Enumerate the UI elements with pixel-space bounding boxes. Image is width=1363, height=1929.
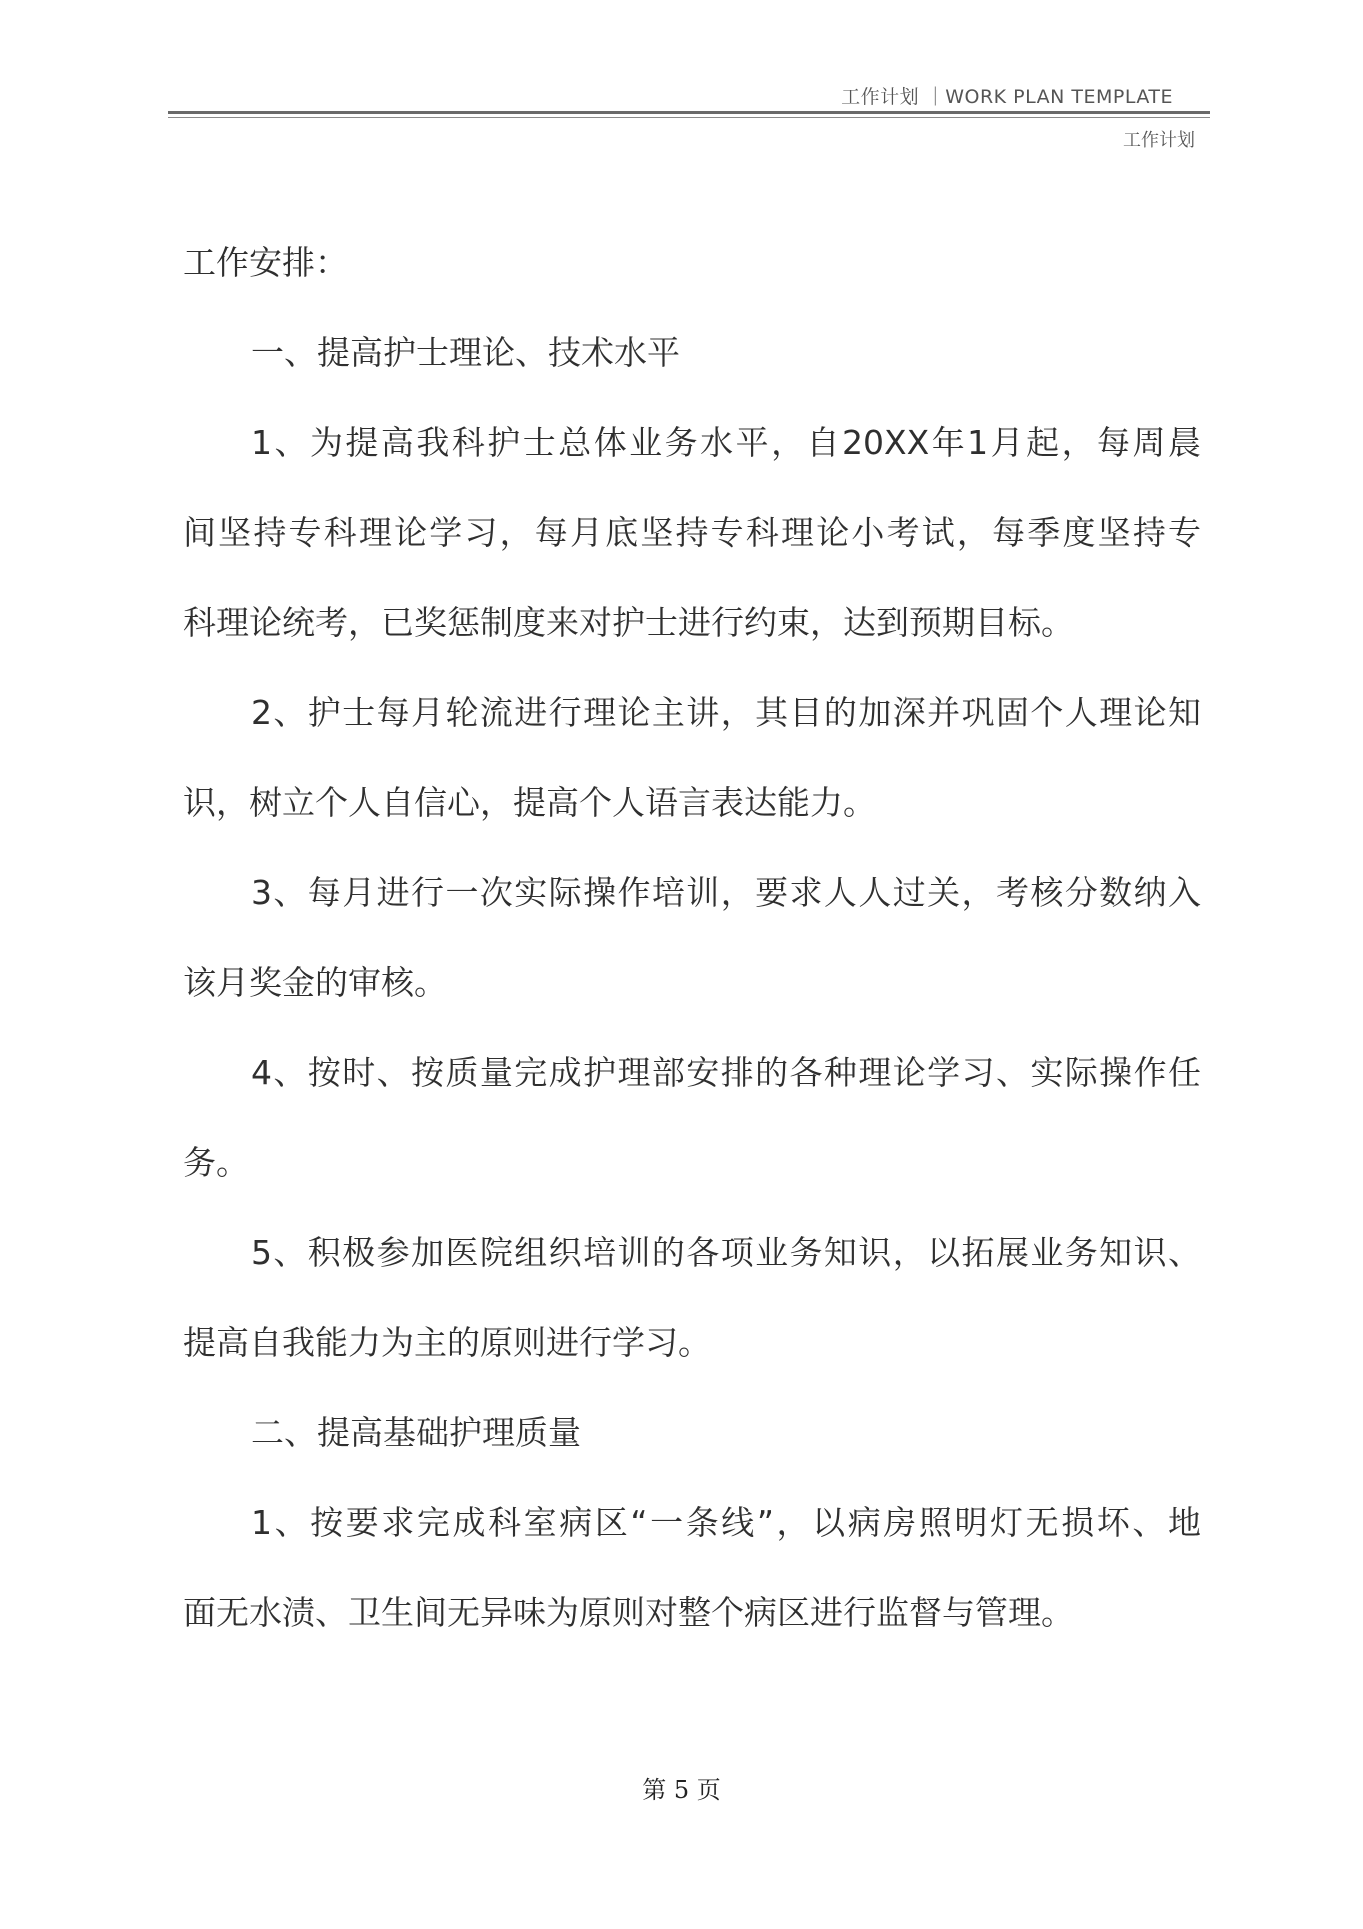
paragraph-line: 识，树立个人自信心，提高个人语言表达能力。 <box>183 783 876 822</box>
document-body <box>183 218 1201 1658</box>
paragraph-line: 1、按要求完成科室病区“一条线”，以病房照明灯无损坏、地 <box>251 1503 1201 1542</box>
paragraph-line: 务。 <box>183 1143 249 1182</box>
header-divider-thin <box>168 117 1210 118</box>
paragraph-line: 5、积极参加医院组织培训的各项业务知识，以拓展业务知识、 <box>251 1233 1201 1272</box>
header-subtitle: 工作计划 <box>1123 130 1195 151</box>
section-title-2: 二、提高基础护理质量 <box>251 1413 581 1452</box>
paragraph-line: 间坚持专科理论学习，每月底坚持专科理论小考试，每季度坚持专 <box>183 513 1201 552</box>
page-number: 第 5 页 <box>642 1776 721 1804</box>
section-heading: 工作安排： <box>183 243 348 282</box>
paragraph-line: 3、每月进行一次实际操作培训，要求人人过关，考核分数纳入 <box>251 873 1201 912</box>
paragraph-line: 面无水渍、卫生间无异味为原则对整个病区进行监督与管理。 <box>183 1593 1074 1632</box>
header-title: 工作计划 ｜WORK PLAN TEMPLATE <box>841 86 1173 108</box>
paragraph-line: 提高自我能力为主的原则进行学习。 <box>183 1323 711 1362</box>
paragraph-line: 4、按时、按质量完成护理部安排的各种理论学习、实际操作任 <box>251 1053 1201 1092</box>
section-title-1: 一、提高护士理论、技术水平 <box>251 333 680 372</box>
paragraph-line: 2、护士每月轮流进行理论主讲，其目的加深并巩固个人理论知 <box>251 693 1201 732</box>
paragraph-line: 该月奖金的审核。 <box>183 963 447 1002</box>
paragraph-line: 1、为提高我科护士总体业务水平，自20XX年1月起，每周晨 <box>251 423 1201 462</box>
header-divider-thick <box>168 111 1210 114</box>
paragraph-line: 科理论统考，已奖惩制度来对护士进行约束，达到预期目标。 <box>183 603 1074 642</box>
